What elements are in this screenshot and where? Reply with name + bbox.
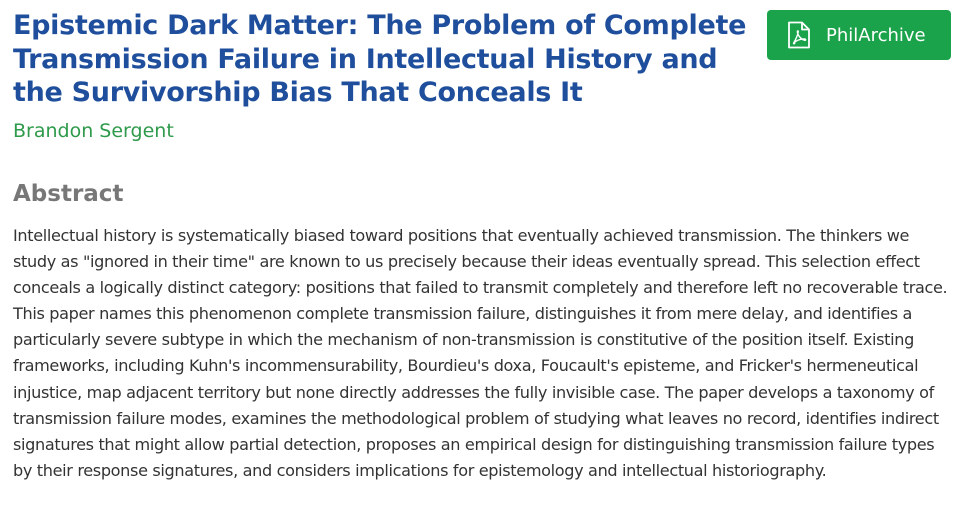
philarchive-button[interactable] [767,10,951,60]
paper-title: Epistemic Dark Matter: The Problem of Complete Transmission Failure in Intellectual History and the Survivorship Bias That Conceals It [13,10,747,108]
abstract-heading: Abstract [13,181,124,207]
pdf-file-icon [787,21,811,49]
philarchive-button-label: PhilArchive [826,24,926,46]
abstract-text: Intellectual history is systematically biased toward positions that eventually achieved transmission. The thinkers we study as "ignored in their time" are known to us precisely because their ideas eventually spread. This selection effect conceals a logically distinct category: positions that failed to transmit completely and therefore left no recoverable trace. This paper names this phenomenon complete transmission failure, distinguishes it from mere delay, and identifies a particularly severe subtype in which the mechanism of non-transmission is constitutive of the position itself. Existing frameworks, including Kuhn's incommensurability, Bourdieu's doxa, Foucault's episteme, and Fricker's hermeneutical injustice, map adjacent territory but none directly addresses the fully invisible case. The paper develops a taxonomy of transmission failure modes, examines the methodological problem of studying what leaves no record, identifies indirect signatures that might allow partial detection, proposes an empirical design for distinguishing transmission failure types by their response signatures, and considers implications for epistemology and intellectual historiography. [13,226,948,480]
author-link[interactable]: Brandon Sergent [13,120,174,142]
